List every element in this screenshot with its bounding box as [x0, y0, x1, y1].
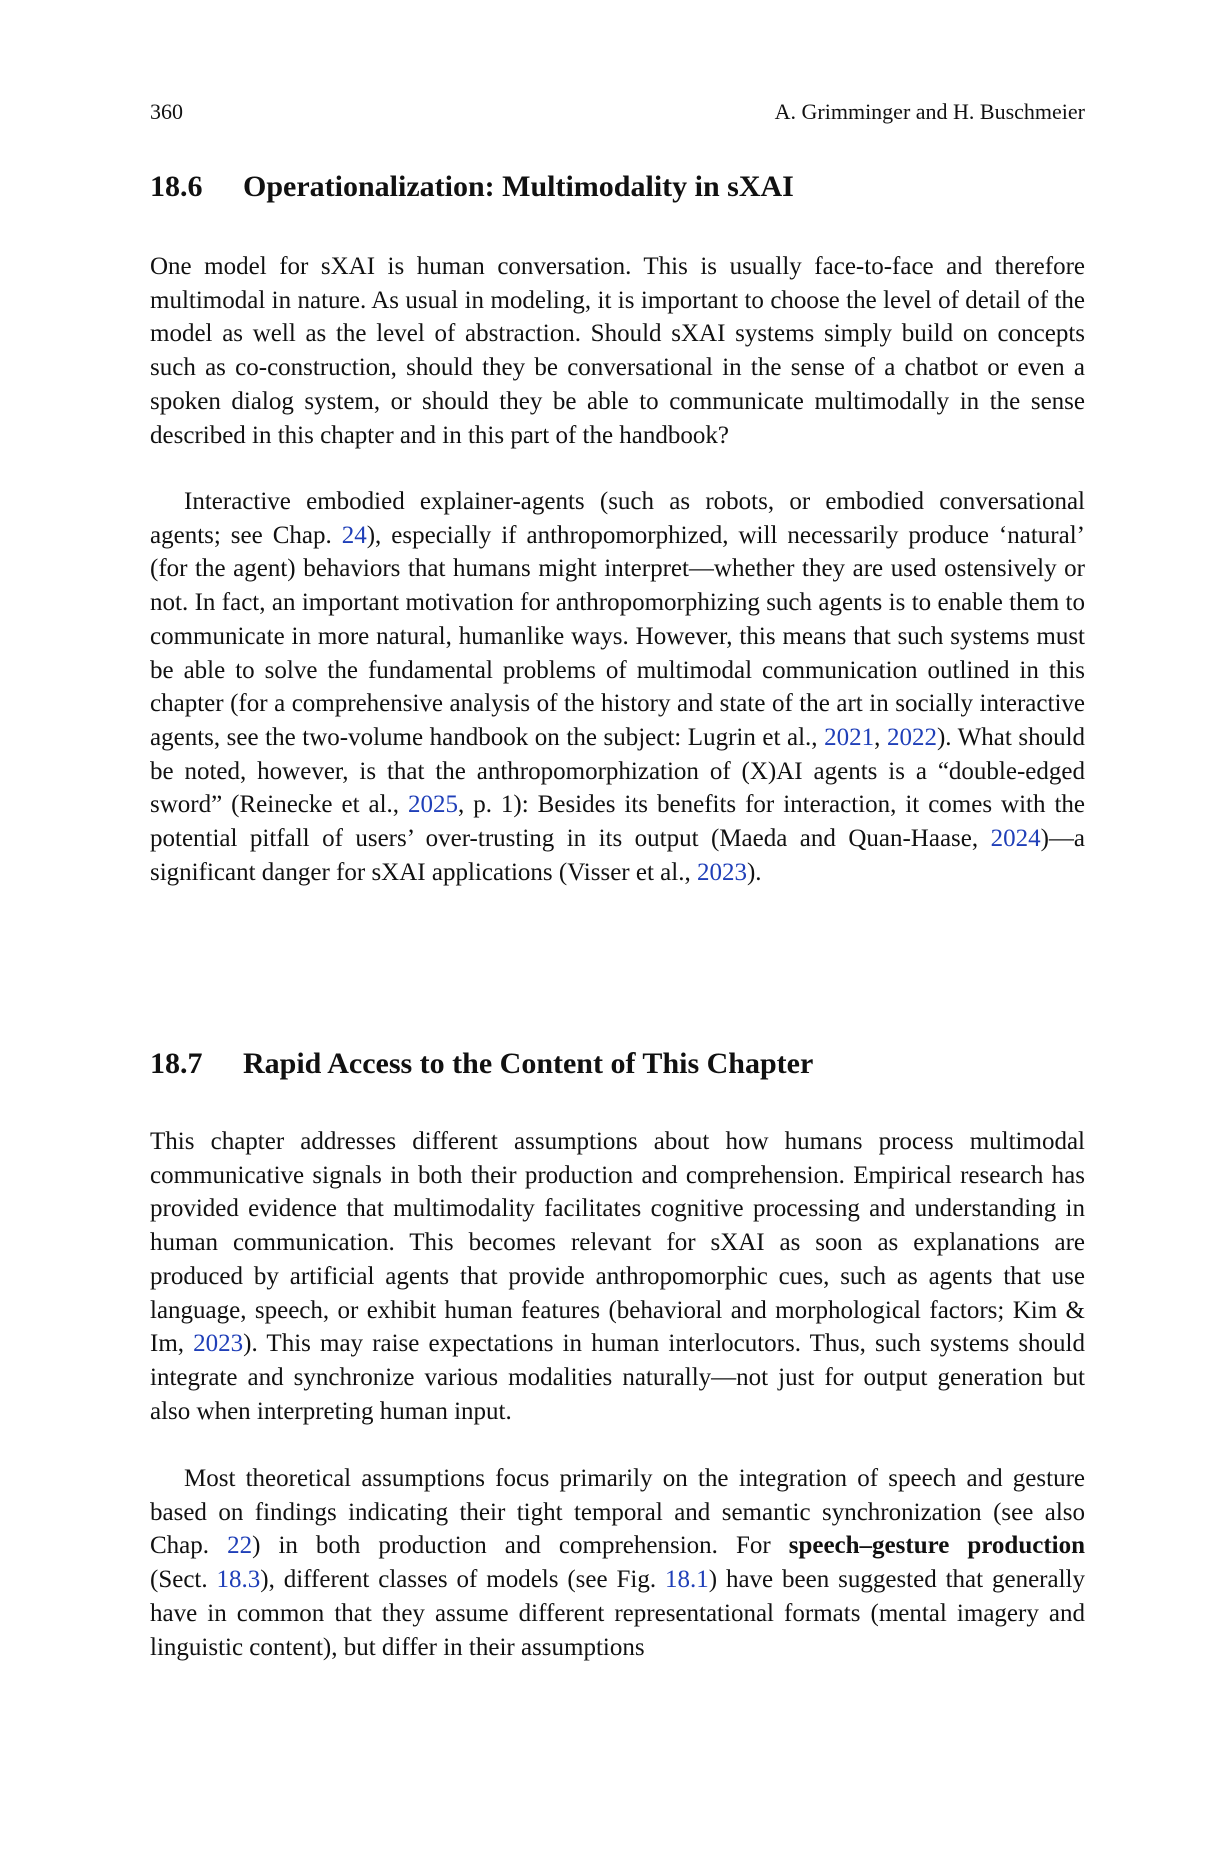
text-run: ).	[746, 858, 762, 886]
citation-link-2023[interactable]: 2023	[193, 1330, 244, 1358]
text-run: ) have been suggested that generally have in common that they assume different representational formats (mental imagery and linguistic content), but differ in their assumptions	[150, 1566, 1085, 1661]
text-run: ) in both production and comprehension. For	[252, 1532, 789, 1560]
text-run: )—a significant danger for sXAI applications (Visser et al.,	[150, 825, 1085, 886]
text-run: This chapter addresses different assumptions about how humans process multimodal communicative signals in both their production and comprehension. Empirical research has provided evidence that multimodality facilitates cognitive processing and understanding in human communication. This becomes relevant for sXAI as soon as explanations are produced by artificial agents that provide anthropomorphic cues, such as agents that use language, speech, or exhibit human features (behavioral and morphological factors; Kim & Im,	[150, 1128, 1085, 1358]
section-number: 18.6	[150, 170, 203, 203]
paragraph-18-6-2	[150, 485, 1085, 889]
citation-link-2021[interactable]: 2021	[824, 723, 875, 751]
text-run: (Sect.	[150, 1566, 217, 1594]
section-number: 18.7	[150, 1047, 203, 1080]
paragraph-18-7-1	[150, 1125, 1085, 1428]
text-run: ,	[874, 723, 887, 751]
chapter-link-24[interactable]: 24	[341, 521, 367, 549]
text-run: ). What should be noted, however, is that the anthropomorphization of (X)AI agents is a “double-edged sword” (Reinecke et al.,	[150, 723, 1086, 819]
section-heading-18-7	[150, 1045, 1085, 1083]
bold-term: speech–gesture production	[788, 1532, 1086, 1560]
text-run: Most theoretical assumptions focus primarily on the integration of speech and gesture based on findings indicating their tight temporal and semantic synchronization (see also Chap.	[150, 1465, 1085, 1560]
citation-link-2023[interactable]: 2023	[696, 858, 747, 886]
chapter-link-22[interactable]: 22	[227, 1532, 253, 1560]
running-head-authors: A. Grimminger and H. Buschmeier	[774, 99, 1085, 124]
section-link-18-3[interactable]: 18.3	[216, 1566, 261, 1594]
paragraph-18-7-2	[150, 1462, 1085, 1664]
section-heading-18-6	[150, 168, 1085, 206]
citation-link-2024[interactable]: 2024	[990, 825, 1041, 853]
text-run: Interactive embodied explainer-agents (such as robots, or embodied conversational agents; see Chap.	[150, 488, 1085, 549]
text-run: ), different classes of models (see Fig.	[260, 1566, 665, 1594]
text-run: , p. 1): Besides its benefits for interaction, it comes with the potential pitfall of users’ over-trusting in its output (Maeda and Quan-Haase,	[150, 791, 1085, 853]
citation-link-2025[interactable]: 2025	[408, 791, 458, 819]
paragraph-18-6-1: One model for sXAI is human conversation. This is usually face-to-face and therefore multimodal in nature. As usual in modeling, it is important to choose the level of detail of the model as well as the level of abstraction. Should sXAI systems simply build on concepts such as co-construction, should they be conversational in the sense of a chatbot or even a spoken dialog system, or should they be able to communicate multimodally in the sense described in this chapter and in this part of the handbook?	[150, 253, 1085, 449]
text-run: ). This may raise expectations in human interlocutors. Thus, such systems should integrate and synchronize various modalities naturally—not just for output generation but also when interpreting human input.	[150, 1330, 1085, 1425]
figure-link-18-1[interactable]: 18.1	[664, 1566, 709, 1594]
section-title: Rapid Access to the Content of This Chapter	[243, 1047, 814, 1080]
section-title: Operationalization: Multimodality in sXAI	[243, 170, 794, 203]
citation-link-2022[interactable]: 2022	[886, 723, 937, 751]
running-head	[150, 98, 1085, 126]
page-number: 360	[150, 99, 183, 124]
text-run: ), especially if anthropomorphized, will necessarily produce ‘natural’ (for the agent) behaviors that humans might interpret—whether they are used ostensively or not. In fact, an important motivation for anthropomorphizing such agents is to enable them to communicate in more natural, humanlike ways. However, this means that such systems must be able to solve the fundamental problems of multimodal communication outlined in this chapter (for a comprehensive analysis of the history and state of the art in socially interactive agents, see the two-volume handbook on the subject: Lugrin et al.,	[150, 521, 1085, 751]
